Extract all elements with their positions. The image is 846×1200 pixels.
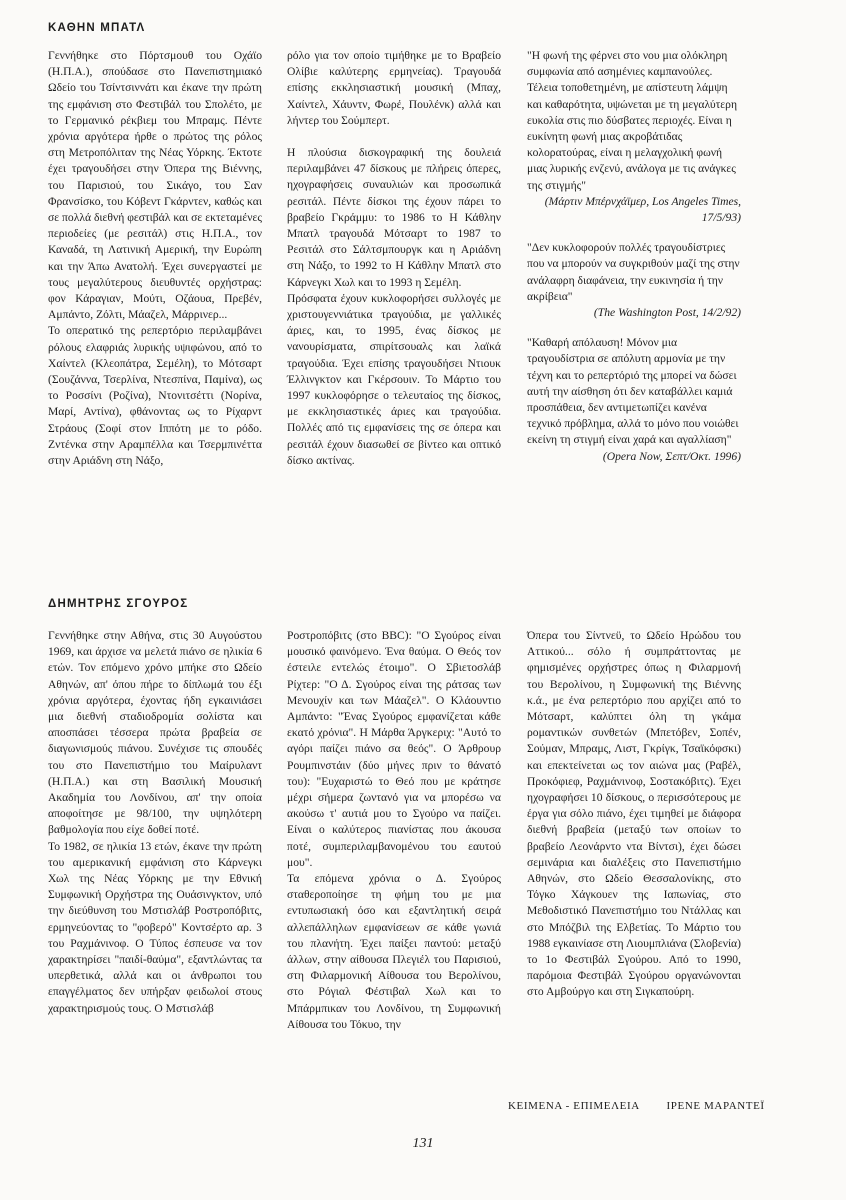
sgouros-debut-paragraph: Το 1982, σε ηλικία 13 ετών, έκανε την πρώτη του αμερικανική εμφάνιση στο Κάρνεγκι Χωλ της Νέας Υόρκης με την Εθνική Συμφωνική Ορχήστρα της Ουάσινγκτον, υπό την διεύθυνση του Μστισλάβ Ροστροπόβιτς, ερμηνεύοντας το "φοβερό" Κοντσέρτο αρ. 3 του Ραχμάνινοφ. Ο Τύπος έσπευσε να τον χαρακτηρίσει "παιδί-θαύμα", εξαντλώντας τα υπερθετικά, αλλά και οι άνθρωποι του επαγγέλματος δεν υπήρξαν φειδωλοί στους χαρακτηρισμούς τους. Ο Μστισλάβ — [48, 839, 262, 1015]
quote-source: (Μάρτιν Μπέρνχάϊμερ, Los Angeles Times, 17/5/93) — [544, 194, 741, 225]
battle-music-paragraph: ρόλο για τον οποίο τιμήθηκε με το Βραβείο Ολίβιε καλύτερης ερμηνείας). Τραγουδά επίσης εκκλησιαστική μουσική (Μπαχ, Χαίντελ, Χάυντν, Φωρέ, Πουλένκ) αλλά και λήντερ του Σούμπερτ. — [287, 49, 501, 127]
battle-bio-paragraph: Γεννήθηκε στο Πόρτσμουθ του Οχάϊο (Η.Π.Α.), σπούδασε στο Πανεπιστημιακό Ωδείο του Τσίντσιννάτι και έκανε την πρώτη της εμφάνιση στο Φεστιβάλ του Σπολέτο, με το Γερμανικό ρέκβιεμ του Μπραμς. Πέντε χρόνια αργότερα ήρθε ο πρώτος της ρόλος στη Μετροπόλιταν της Νέας Υόρκης. Έκτοτε έχει τραγουδήσει στην Όπερα της Βιέννης, του Παρισιού, του Σικάγο, του Σαν Φρανσίσκο, του Κόβεντ Γκάρντεν, καθώς και σε πολλά διεθνή φεστιβάλ και σε εκτεταμένες περιοδείες (με ρεσιτάλ) στις Η.Π.Α., τον Καναδά, τη Λατινική Αμερική, την Ευρώπη και την Άπω Ανατολή. Έχει συνεργαστεί με τους μεγαλύτερους διευθυντές ορχήστρας: φον Κάραγιαν, Μούτι, Οζάουα, Πρεβέν, Αμπάντο, Ζόλτι, Μάαζελ, Μάρρινερ... — [48, 49, 262, 322]
battle-bio-column-1 — [48, 48, 262, 469]
sgouros-career-paragraph: Τα επόμενα χρόνια ο Δ. Σγούρος σταθεροποίησε τη φήμη του με μια εντυπωσιακή όσο και εξαντλητική σειρά αλλεπάλληλων εμφανίσεων σε κάθε γωνιά του πλανήτη. Έχει παίξει παντού: μεταξύ άλλων, στην αίθουσα Πλεγιέλ του Παρισιού, στη Φιλαρμονική Αίθουσα του Βερολίνου, στο Ρόγιαλ Φέστιβαλ Χωλ και το Μπάρμπικαν του Λονδίνου, τη Συμφωνική Αίθουσα του Τόκυο, την — [287, 872, 501, 1031]
section-heading-sgouros: ΔΗΜΗΤΡΗΣ ΣΓΟΥΡΟΣ — [48, 598, 189, 610]
quote-text: "Καθαρή απόλαυση! Μόνον μια τραγουδίστρια σε απόλυτη αρμονία με την τέχνη και το ρεπερτόριό της μπορεί να δώσει αυτή την αίσθηση ότι δεν καταβάλλει καμιά προσπάθεια, δεν αντιμετωπίζει κανένα τεχνικό πρόβλημα, αλλά το μόνο που νοιώθει εκείνη τη στιγμή είναι χαρά και αγαλλίαση" — [527, 336, 739, 447]
press-quote — [527, 335, 741, 465]
credit-label: ΚΕΙΜΕΝΑ - ΕΠΙΜΕΛΕΙΑ — [508, 1100, 640, 1112]
sgouros-bio-column-1 — [48, 628, 262, 1017]
sgouros-tour-paragraph: Όπερα του Σίντνεϋ, το Ωδείο Ηρώδου του Αττικού... σόλο ή συμπράττοντας με φημισμένες ορχήστρες όπως η Φιλαρμονή του Βερολίνου, η Συμφωνική της Βιέννης κ.ά., με ένα ρεπερτόριο που αρχίζει από το Μότσαρτ, καλύπτει όλη τη γκάμα ρομαντικών συνθετών (Μπετόβεν, Σοπέν, Σούμαν, Μπραμς, Λιστ, Γκρίγκ, Τσαϊκόφσκι) και επεκτείνεται ως τον αιώνα μας (Ραβέλ, Προκόφιεφ, Ραχμάνινοφ, Σοστακόβιτς). Έχει ηχογραφήσει 10 δίσκους, ο περισσότερους με έργα για σόλο πιάνο, έχει τιμηθεί με διάφορα διεθνή βραβεία (μεταξύ των οποίων το βραβείο Λεονάρντο ντα Βίντσι), έχει δώσει σεμινάρια και διαλέξεις στο Πανεπιστήμιο Αθηνών, στο Ωδείο Θεσσαλονίκης, στο Τόγκο Χάγκουεν της Ιαπωνίας, στο Μεθοδιστικό Πανεπιστήμιο του Ντάλλας και στο Μπόζβιλ της Ελβετίας. Το Μάρτιο του 1988 εγκαινίασε στη Λιουμπλιάνα (Σλοβενία) το 1ο Φεστιβάλ Σγούρου. Από το 1990, παρόμοια Φεστιβάλ Σγούρου οργανώνονται στο Αμβούργο και στη Σιγκαπούρη. — [527, 629, 741, 999]
quote-source: (The Washington Post, 14/2/92) — [593, 306, 741, 320]
sgouros-bio-column-3 — [527, 628, 741, 1001]
sgouros-praise-paragraph: Ροστροπόβιτς (στο BBC): "Ο Σγούρος είναι μουσικό φαινόμενο. Ένα θαύμα. Ο Θεός τον έστειλε εντελώς έτοιμο". Ο Σβιετοσλάβ Ρίχτερ: "Ο Δ. Σγούρος είναι της ράτσας των Μενουχίν και των Μάαζελ". Ο Κλάουντιο Αμπάντο: "Ένας Σγούρος εμφανίζεται κάθε εκατό χρόνια". Η Μάρθα Άργκεριχ: "Αυτό το αγόρι παίζει πιάνο σα θεός". Ο Άρθρουρ Ρουμπινστάιν (δύο μήνες πριν το θάνατό του): "Ευχαριστώ το Θεό που με κράτησε μέχρι σήμερα ζωντανό για να μπορέσω να ακούσω τ' αυτιά μου το Σγούρο να παίζει. Είναι ο καλύτερος πιανίστας που άκουσα ποτέ, συμπεριλαμβανομένου του εαυτού μου". — [287, 629, 501, 869]
battle-recent-paragraph: Πρόσφατα έχουν κυκλοφορήσει συλλογές με χριστουγεννιάτικα τραγούδια, με γαλλικές άριες, και, το 1995, ένας δίσκος με νανουρίσματα, σπιρίτσουαλς και λαϊκά τραγούδια. Έχει επίσης τραγουδήσει Ντιουκ Έλλινγκτον και Γκέρσουιν. Το Μάρτιο του 1997 κυκλοφόρησε ο τελευταίος της δίσκος, με εκκλησιαστικές άριες και τραγούδια. Πολλές από τις εμφανίσεις της σε όπερα και ρεσιτάλ έχουν διασωθεί σε βίντεο και οπτικό δίσκο ακτίνας. — [287, 291, 501, 467]
page-number: 131 — [412, 1136, 434, 1151]
quote-text: "Η φωνή της φέρνει στο νου μια ολόκληρη συμφωνία από ασημένιες καμπανούλες. Τέλεια τοποθετημένη, με απίστευτη λάμψη και καθαρότητα, υψώνεται με τη μεγαλύτερη ευκολία στις πιο δύσβατες περιοχές. Είναι η ευκίνητη φωνή μιας ακροβάτιδας κολορατούρας, είναι η μελαγχολική φωνή μιας λυρικής ενζενύ, ανάλογα με τις ανάγκες της στιγμής" — [527, 49, 738, 192]
battle-bio-column-2 — [287, 48, 501, 469]
battle-press-quotes — [527, 48, 741, 479]
battle-repertoire-paragraph: Το οπερατικό της ρεπερτόριο περιλαμβάνει ρόλους ελαφριάς λυρικής υψιφώνου, από το Χαίντελ (Κλεοπάτρα, Σεμέλη), το Μότσαρτ (Σουζάννα, Τσερλίνα, Ντεσπίνα, Παμίνα), ως το Ροσσίνι (Ροζίνα), Ντονιτσέττι (Νορίνα, Μαρί, Αντίνα), φθάνοντας ως το Ρίχαρντ Στράους (Σοφί στον Ιππότη με το ρόδο. Ζντένκα στην Αραμπέλλα και Τσερμπινέττα στην Αριάδνη στη Νάξο, — [48, 324, 262, 468]
credit-name: ΙΡΕΝΕ ΜΑΡΑΝΤΕΪ — [666, 1100, 765, 1112]
quote-source: (Opera Now, Σεπτ/Οκτ. 1996) — [602, 449, 741, 463]
quote-text: "Δεν κυκλοφορούν πολλές τραγουδίστριες που να μπορούν να συγκριθούν μαζί της στην ανάλαφρη διαφάνεια, την ευκινησία ή την ακρίβεια" — [527, 241, 740, 303]
section-heading-battle: ΚΑΘΗΝ ΜΠΑΤΛ — [48, 22, 146, 34]
battle-discography-paragraph: Η πλούσια δισκογραφική της δουλειά περιλαμβάνει 47 δίσκους με πλήρεις όπερες, ηχογραφήσεις συναυλιών και προσωπικά ρεσιτάλ. Πέντε δίσκοι της έχουν πάρει το βραβείο Γκράμμυ: το 1986 το Η Κάθλην Μπατλ τραγουδά Μότσαρτ το 1987 το Ρεσιτάλ στο Σάλτσμπουργκ και η Αριάδνη στη Νάξο, το 1992 το Η Κάθλην Μπατλ στο Κάρνεγκι Χωλ και το 1993 η Σεμέλη. — [287, 146, 501, 289]
sgouros-bio-column-2 — [287, 628, 501, 1033]
editorial-credit — [508, 1100, 765, 1112]
press-quote — [527, 48, 741, 226]
sgouros-early-paragraph: Γεννήθηκε στην Αθήνα, στις 30 Αυγούστου 1969, και άρχισε να μελετά πιάνο σε ηλικία 6 ετών. Τον επόμενο χρόνο μπήκε στο Ωδείο Αθηνών, απ' όπου πήρε το δίπλωμά του έξι χρόνια αργότερα, έχοντας ήδη εγκαινιάσει μια διεθνή σταδιοδρομία σολίστα και αποσπάσει τέσσερα πρώτα βραβεία σε διαγωνισμούς πιάνου. Συνέχισε τις σπουδές του στο Πανεπιστήμιο του Μαίρυλαντ (Η.Π.Α.) και στη Βασιλική Μουσική Ακαδημία του Λονδίνου, απ' την οποία αποφοίτησε με 98/100, την υψηλότερη βαθμολογία που είχε δοθεί ποτέ. — [48, 629, 262, 837]
press-quote — [527, 240, 741, 321]
